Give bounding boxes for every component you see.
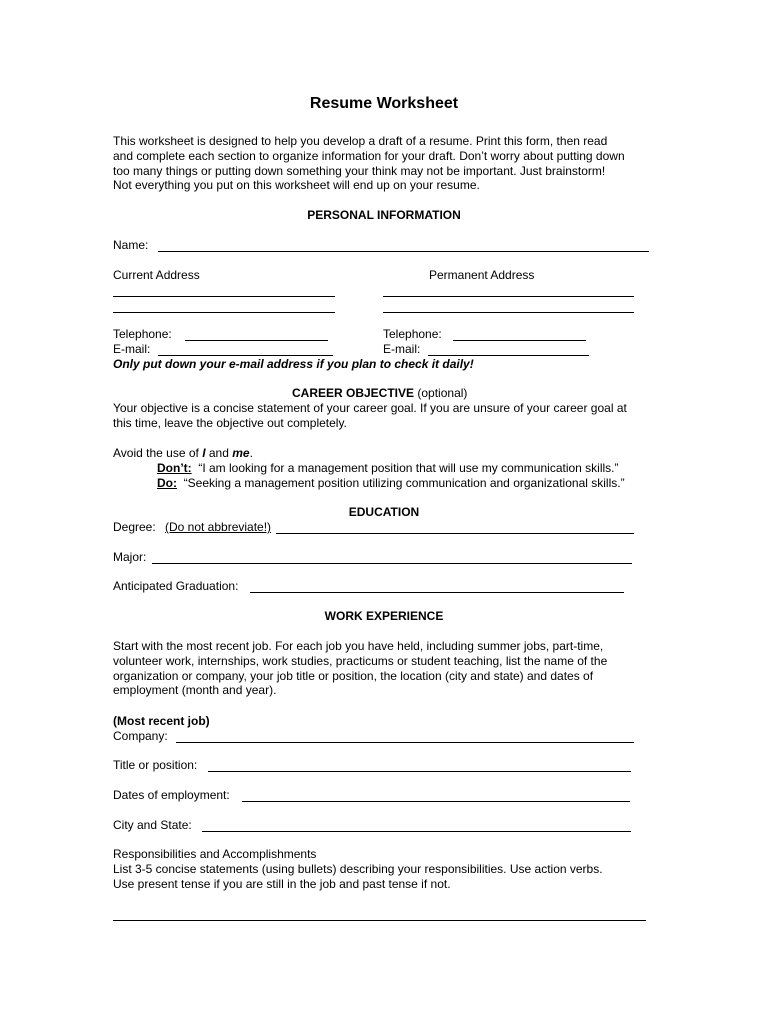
avoid-period: . [249, 446, 253, 460]
responsibilities-heading: Responsibilities and Accomplishments [113, 847, 317, 861]
email-note: Only put down your e-mail address if you plan to check it daily! [113, 357, 474, 371]
most-recent-job-label: (Most recent job) [113, 714, 210, 728]
avoid-me: me [232, 446, 250, 460]
city-state-label: City and State: [113, 818, 192, 832]
work-description [113, 639, 607, 698]
career-desc-line: Your objective is a concise statement of your career goal. If you are unsure of your career goal at [113, 401, 627, 415]
responsibilities-line: Use present tense if you are still in the job and past tense if not. [113, 876, 451, 891]
intro-paragraph [113, 134, 625, 193]
work-desc-line: volunteer work, internships, work studies, practicums or student teaching, list the name of the [113, 653, 608, 668]
do-text: “Seeking a management position utilizing communication and organizational skills.” [183, 476, 625, 490]
work-experience-heading: WORK EXPERIENCE [324, 609, 444, 623]
do-example [157, 476, 625, 490]
education-heading: EDUCATION [348, 505, 420, 519]
optional-note: (optional) [417, 386, 468, 400]
page-title: Resume Worksheet [309, 95, 459, 112]
company-label: Company: [113, 729, 168, 743]
avoid-i: I [202, 446, 206, 460]
career-objective-heading [292, 386, 467, 400]
name-label: Name: [113, 238, 149, 252]
work-desc-line: organization or company, your job title or position, the location (city and state) and dates of [113, 668, 594, 683]
dont-example [157, 461, 619, 475]
current-email-field[interactable] [158, 355, 333, 356]
intro-line: too many things or putting down something your think may not be important. Just brainstorm! [113, 163, 606, 178]
job-title-label: Title or position: [113, 758, 198, 772]
permanent-address-line-1[interactable] [383, 296, 634, 297]
dont-text: “I am looking for a management position that will use my communication skills.” [198, 461, 619, 475]
work-desc-line: Start with the most recent job. For each job you have held, including summer jobs, part-time, [113, 639, 604, 653]
permanent-address-label: Permanent Address [429, 268, 535, 282]
work-desc-line: employment (month and year). [113, 683, 277, 698]
graduation-field[interactable] [250, 592, 624, 593]
city-state-field[interactable] [202, 831, 631, 832]
avoid-line [113, 446, 253, 460]
current-address-label: Current Address [113, 268, 200, 282]
dates-label: Dates of employment: [113, 788, 230, 802]
career-objective-title: CAREER OBJECTIVE [292, 386, 415, 400]
permanent-telephone-field[interactable] [453, 340, 586, 341]
avoid-and: and [208, 446, 229, 460]
intro-line: This worksheet is designed to help you develop a draft of a resume. Print this form, then read [113, 134, 608, 148]
permanent-email-label: E-mail: [383, 342, 421, 356]
company-field[interactable] [176, 742, 634, 743]
do-label: Do: [157, 476, 177, 490]
major-field[interactable] [152, 563, 632, 564]
name-field[interactable] [158, 251, 649, 252]
major-label: Major: [113, 550, 147, 564]
degree-note: (Do not abbreviate!) [165, 520, 272, 534]
responsibilities-block [113, 847, 603, 891]
current-telephone-field[interactable] [185, 340, 328, 341]
current-telephone-label: Telephone: [113, 327, 172, 341]
personal-info-heading: PERSONAL INFORMATION [307, 208, 461, 222]
intro-line: Not everything you put on this worksheet will end up on your resume. [113, 178, 480, 193]
permanent-email-field[interactable] [428, 355, 589, 356]
career-desc-line: this time, leave the objective out completely. [113, 415, 347, 430]
avoid-prefix: Avoid the use of [113, 446, 199, 460]
graduation-label: Anticipated Graduation: [113, 579, 239, 593]
current-address-line-1[interactable] [113, 296, 335, 297]
current-address-line-2[interactable] [113, 312, 335, 313]
responsibilities-line: List 3-5 concise statements (using bullets) describing your responsibilities. Use action verbs. [113, 861, 603, 876]
current-email-label: E-mail: [113, 342, 151, 356]
permanent-address-line-2[interactable] [383, 312, 634, 313]
permanent-telephone-label: Telephone: [383, 327, 442, 341]
degree-label: Degree: [113, 520, 156, 534]
career-description [113, 401, 627, 431]
responsibilities-field[interactable] [113, 920, 646, 921]
dont-label: Don’t: [157, 461, 192, 475]
dates-field[interactable] [242, 801, 630, 802]
job-title-field[interactable] [208, 771, 631, 772]
intro-line: and complete each section to organize information for your draft. Don’t worry about putting down [113, 148, 625, 163]
degree-field[interactable] [276, 533, 634, 534]
